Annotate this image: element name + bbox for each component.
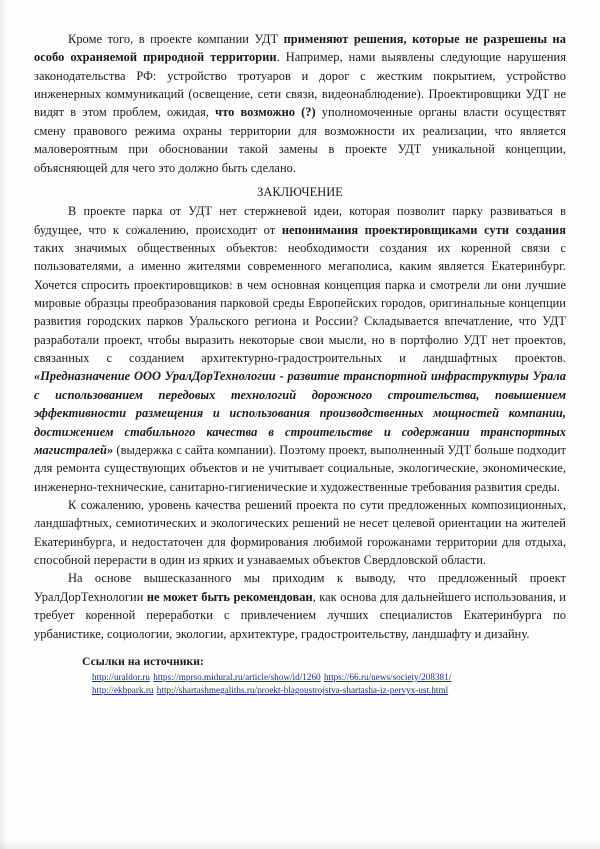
section-heading-conclusion: ЗАКЛЮЧЕНИЕ	[257, 184, 343, 199]
text-run: что возможно (?)	[215, 105, 316, 120]
source-link[interactable]: https://mprso.midural.ru/article/show/id/1260	[153, 672, 321, 683]
text-run: В проекте парка от УДТ нет стержневой идеи, которая позволит парку развиваться в будущее, что к сожалению, происходит от	[34, 204, 566, 237]
source-link[interactable]: http://uraldor.ru	[92, 672, 150, 683]
source-link-row	[92, 684, 566, 697]
paragraph-conclusion-3	[34, 569, 566, 642]
text-run: «Предназначение ООО УралДорТехнологии - развитие транспортной инфраструктуры Урала с использованием передовых технологий дорожного строительства, повышением эффективности размещения и использования производственных мощностей компании, достижением стабильного качества в строительстве и содержании транспортных магистралей»	[34, 369, 566, 457]
paragraph-intro	[34, 30, 566, 177]
text-run: уполномоченные органы власти осуществят смену правового режима охраны территории для возможности их реализации, что является маловероятным при обосновании такой замены в проекте УДТ уникальной концепции, объясняющей для чего это должно быть сделано.	[34, 105, 566, 175]
source-link-row	[92, 671, 566, 684]
text-run: применяют решения, которые не разрешены на особо охраняемой природной территории	[34, 32, 566, 65]
text-run: непонимания проектировщиками сути создания	[281, 222, 566, 237]
text-run: таких значимых общественных объектов: необходимости создания их коренной связи с пользователями, а именно жителями современного мегаполиса, каким является Екатеринбург. Хочется спросить проектировщиков: в чем основная концепция парка и смотрели ли они лучшие мировые образцы преобразования парковой среды Европейских городов, оригинальные концепции развития городских парков Уральского региона и России? Складывается впечатление, что УДТ разработали проект, чтобы выразить некоторые свои мысли, но в портфолио УДТ нет проектов, связанных с созданием архитектурно-градостроительных и ландшафтных проектов.	[34, 240, 566, 366]
scan-edge-left	[0, 0, 8, 849]
text-run: На основе вышесказанного мы приходим к выводу, что предложенный проект УралДорТехнологии	[34, 571, 566, 604]
paragraph-conclusion-1	[34, 202, 566, 496]
text-run: Кроме того, в проекте компании УДТ	[68, 32, 284, 46]
source-link[interactable]: http://shartashmegaliths.ru/proekt-blagoustrojstva-shartasha-iz-pervyx-ust.html	[156, 685, 449, 696]
sources-link-list	[34, 671, 566, 697]
text-run: (выдержка с сайта компании). Поэтому проект, выполненный УДТ больше подходит для ремонта существующих объектов и не учитывает социальные, экологические, экономические, инженерно-технические, санитарно-гигиенические и художественные требования развития среды.	[34, 442, 566, 494]
source-link[interactable]: https://66.ru/news/society/208381/	[323, 672, 452, 683]
text-run: , как основа для дальнейшего использования, и требует коренной переработки с привлечением лучших специалистов Екатеринбурга по урбанистике, социологии, экологии, архитектуре, градостроительству, ландшафту и дизайну.	[34, 589, 566, 641]
sources-title: Ссылки на источники:	[82, 654, 204, 668]
text-run: К сожалению, уровень качества решений проекта по сути предложенных композиционных, ландшафтных, семиотических и экологических решений не несет целевой ориентации на жителей Екатеринбурга, и недостаточен для формирования любимой горожанами территории для отдыха, способной перерасти в один из ярких и узнаваемых объектов Свердловской области.	[34, 497, 566, 568]
spacer	[34, 177, 566, 181]
paragraph-conclusion-2	[34, 496, 566, 569]
scan-edge-bottom	[0, 839, 600, 849]
source-link[interactable]: http://ekbpark.ru	[92, 685, 154, 696]
text-run: не может быть рекомендован	[146, 589, 313, 604]
text-run: . Например, нами выявлены следующие нарушения законодательства РФ: устройство тротуаров и дорог с жестким покрытием, устройство инженерных коммуникаций (освещение, сети связи, видеонаблюдение). Проектировщики УДТ не видят в этом проблем, ожидая,	[34, 50, 566, 120]
